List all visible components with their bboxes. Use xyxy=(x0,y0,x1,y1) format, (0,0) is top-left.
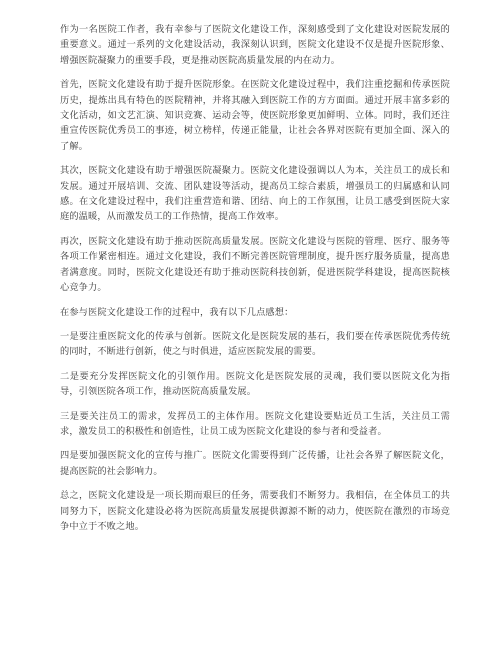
paragraph-point-two: 二是要充分发挥医院文化的引领作用。医院文化是医院发展的灵魂，我们要以医院文化为指导，引领医院各项工作，推动医院高质量发展。 xyxy=(60,370,450,398)
paragraph-point-three: 三是要关注员工的需求，发挥员工的主体作用。医院文化建设要贴近员工生活，关注员工需求，激发员工的积极性和创造性，让员工成为医院文化建设的参与者和受益者。 xyxy=(60,410,450,437)
paragraph-point-four: 四是要加强医院文化的宣传与推广。医院文化需要得到广泛传播，让社会各界了解医院文化，提高医院的社会影响力。 xyxy=(60,450,450,477)
intro-paragraph: 作为一名医院工作者，我有幸参与了医院文化建设工作，深刻感受到了文化建设对医院发展的重要意义。通过一系列的文化建设活动，我深刻认识到，医院文化建设不仅是提升医院形象、增强医院凝聚力的重要手段，更是推动医院高质量发展的内在动力。 xyxy=(60,24,450,66)
paragraph-quality-development: 再次，医院文化建设有助于推动医院高质量发展。医院文化建设与医院的管理、医疗、服务等各项工作紧密相连。通过文化建设，我们不断完善医院管理制度，提升医疗服务质量，提高患者满意度。同时，医院文化建设还有助于推动医院科技创新，促进医院学科建设，提高医院核心竞争力。 xyxy=(60,235,450,294)
paragraph-point-one: 一是要注重医院文化的传承与创新。医院文化是医院发展的基石，我们要在传承医院优秀传统的同时，不断进行创新，使之与时俱进，适应医院发展的需要。 xyxy=(60,330,450,358)
conclusion-paragraph: 总之，医院文化建设是一项长期而艰巨的任务，需要我们不断努力。我相信，在全体员工的共同努力下，医院文化建设必将为医院高质量发展提供源源不断的动力，使医院在激烈的市场竞争中立于不败之地。 xyxy=(60,490,450,532)
document-page xyxy=(60,22,450,543)
paragraph-cohesion: 其次，医院文化建设有助于增强医院凝聚力。医院文化建设强调以人为本，关注员工的成长和发展。通过开展培训、交流、团队建设等活动，提高员工综合素质，增强员工的归属感和认同感。在文化建设过程中，我们注重营造和谐、团结、向上的工作氛围，让员工感受到医院大家庭的温暖，从而激发员工的工作热情，提高工作效率。 xyxy=(60,165,450,223)
paragraph-hospital-image: 首先，医院文化建设有助于提升医院形象。在医院文化建设过程中，我们注重挖掘和传承医院历史，提炼出具有特色的医院精神，并将其融入到医院工作的方方面面。通过开展丰富多彩的文化活动，如文艺汇演、知识竞赛、运动会等，使医院形象更加鲜明、立体。同时，我们还注重宣传医院优秀员工的事迹，树立榜样，传递正能量，让社会各界对医院有更加全面、深入的了解。 xyxy=(60,79,450,152)
paragraph-reflections-intro: 在参与医院文化建设工作的过程中，我有以下几点感想： xyxy=(60,306,294,318)
